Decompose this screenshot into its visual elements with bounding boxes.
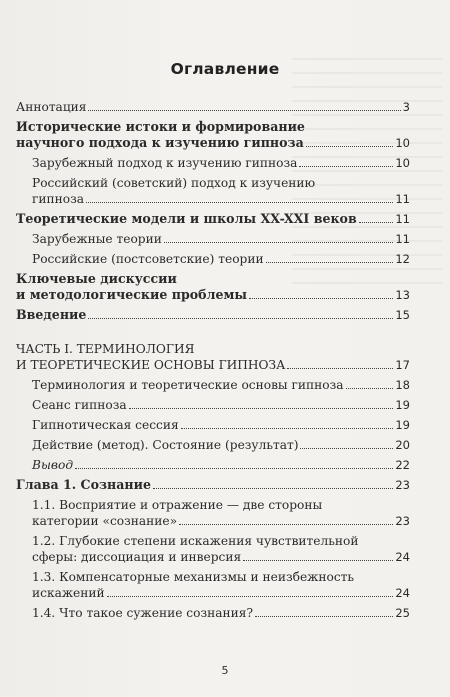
toc-entry-title: Теоретические модели и школы XX-XXI веков (16, 211, 357, 226)
toc-entry-row (16, 135, 410, 151)
toc-entry[interactable] (16, 437, 410, 453)
toc-entry-line: ЧАСТЬ I. ТЕРМИНОЛОГИЯ (16, 342, 195, 356)
toc-entry-title: И ТЕОРЕТИЧЕСКИЕ ОСНОВЫ ГИПНОЗА (16, 358, 286, 372)
toc-entry-page: 11 (395, 212, 410, 226)
toc-entry-row (32, 231, 410, 247)
toc-entry-line: Ключевые дискуссии (16, 271, 177, 286)
toc-entry-title: Введение (16, 307, 87, 322)
toc-entry-page: 23 (395, 478, 410, 492)
toc-entry-title: Глава 1. Сознание (16, 477, 151, 492)
dot-leader (86, 202, 393, 203)
toc-entry-page: 17 (395, 358, 410, 372)
toc-entry-row (32, 191, 410, 207)
toc-entry-title: Терминология и теоретические основы гипноза (32, 378, 344, 392)
page-title: Оглавление (170, 60, 280, 78)
dot-leader (306, 146, 394, 147)
toc-entry-page: 15 (395, 308, 410, 322)
dot-leader (249, 298, 393, 299)
toc-entry-page: 24 (395, 550, 410, 564)
toc-entry-line: 1.3. Компенсаторные механизмы и неизбежность (32, 570, 355, 584)
toc-entry[interactable] (16, 477, 410, 493)
toc-entry-row (32, 549, 410, 565)
toc-entry-title: Действие (метод). Состояние (результат) (32, 438, 299, 452)
dot-leader (129, 408, 394, 409)
toc-entry[interactable] (16, 99, 410, 115)
toc-entry[interactable] (16, 533, 410, 565)
toc-entry[interactable] (16, 341, 410, 373)
toc-entry-title: 1.4. Что такое сужение сознания? (32, 606, 253, 620)
toc-entry-page: 22 (395, 458, 410, 472)
toc-entry-row (16, 211, 410, 227)
toc-entry-title: категории «сознание» (32, 514, 178, 528)
page-number: 5 (221, 664, 229, 677)
toc-entry-title: научного подхода к изучению гипноза (16, 135, 304, 150)
toc-entry-title: Вывод (32, 458, 74, 472)
dot-leader (266, 262, 394, 263)
dot-leader (88, 318, 393, 319)
toc-entry[interactable] (16, 307, 410, 323)
toc-entry-page: 3 (402, 100, 410, 114)
toc-entry[interactable] (16, 175, 410, 207)
toc-entry-row (32, 155, 410, 171)
toc-entry-page: 18 (395, 378, 410, 392)
toc-entry-line: Исторические истоки и формирование (16, 119, 305, 134)
dot-leader (287, 368, 393, 369)
toc-entry-title: Зарубежные теории (32, 232, 162, 246)
toc-entry-title: и методологические проблемы (16, 287, 248, 302)
toc-entry-row (16, 357, 410, 373)
toc-entry-row (32, 397, 410, 413)
dot-leader (346, 388, 394, 389)
toc-entry-title: Аннотация (16, 100, 87, 114)
toc-entry[interactable] (16, 155, 410, 171)
toc-entry-row (32, 377, 410, 393)
toc-entry-row (32, 251, 410, 267)
toc-entry-line: Российский (советский) подход к изучению (32, 176, 316, 190)
toc-entry-row (16, 477, 410, 493)
toc-entry-line: 1.2. Глубокие степени искажения чувствительной (32, 534, 359, 548)
dot-leader (88, 110, 400, 111)
toc-entry-page: 11 (395, 232, 410, 246)
toc-entry-page: 19 (395, 398, 410, 412)
dot-leader (164, 242, 394, 243)
dot-leader (299, 166, 393, 167)
dot-leader (255, 616, 393, 617)
table-of-contents (16, 99, 410, 621)
toc-entry-row (32, 437, 410, 453)
toc-entry-page: 25 (395, 606, 410, 620)
toc-entry-page: 24 (395, 586, 410, 600)
toc-entry[interactable] (16, 119, 410, 151)
toc-entry-page: 20 (395, 438, 410, 452)
toc-entry-page: 10 (395, 136, 410, 150)
dot-leader (107, 596, 394, 597)
toc-entry[interactable] (16, 605, 410, 621)
toc-entry-page: 23 (395, 514, 410, 528)
toc-entry-row (32, 585, 410, 601)
toc-entry[interactable] (16, 271, 410, 303)
toc-entry-page: 12 (395, 252, 410, 266)
toc-entry[interactable] (16, 377, 410, 393)
toc-entry-title: сферы: диссоциация и инверсия (32, 550, 242, 564)
toc-entry-title: гипноза (32, 192, 85, 206)
toc-entry-page: 19 (395, 418, 410, 432)
toc-entry[interactable] (16, 457, 410, 473)
dot-leader (75, 468, 393, 469)
toc-entry-page: 10 (395, 156, 410, 170)
toc-entry[interactable] (16, 417, 410, 433)
toc-entry-row (16, 99, 410, 115)
toc-entry-line: 1.1. Восприятие и отражение — две стороны (32, 498, 323, 512)
toc-entry-page: 13 (395, 288, 410, 302)
toc-entry-row (32, 605, 410, 621)
toc-entry-title: Сеанс гипноза (32, 398, 127, 412)
toc-entry[interactable] (16, 231, 410, 247)
toc-entry[interactable] (16, 397, 410, 413)
dot-leader (359, 222, 394, 223)
toc-entry-row (32, 417, 410, 433)
toc-entry-title: Зарубежный подход к изучению гипноза (32, 156, 298, 170)
dot-leader (300, 448, 393, 449)
toc-entry-row (16, 287, 410, 303)
toc-entry[interactable] (16, 251, 410, 267)
dot-leader (181, 428, 394, 429)
toc-entry-title: Российские (постсоветские) теории (32, 252, 264, 266)
toc-entry-title: искажений (32, 586, 105, 600)
toc-entry-title: Гипнотическая сессия (32, 418, 179, 432)
toc-entry-row (32, 457, 410, 473)
toc-entry[interactable] (16, 211, 410, 227)
toc-entry-row (16, 307, 410, 323)
dot-leader (179, 524, 393, 525)
toc-entry[interactable] (16, 569, 410, 601)
toc-entry-row (32, 513, 410, 529)
dot-leader (243, 560, 393, 561)
toc-entry[interactable] (16, 497, 410, 529)
dot-leader (153, 488, 393, 489)
toc-entry-page: 11 (395, 192, 410, 206)
